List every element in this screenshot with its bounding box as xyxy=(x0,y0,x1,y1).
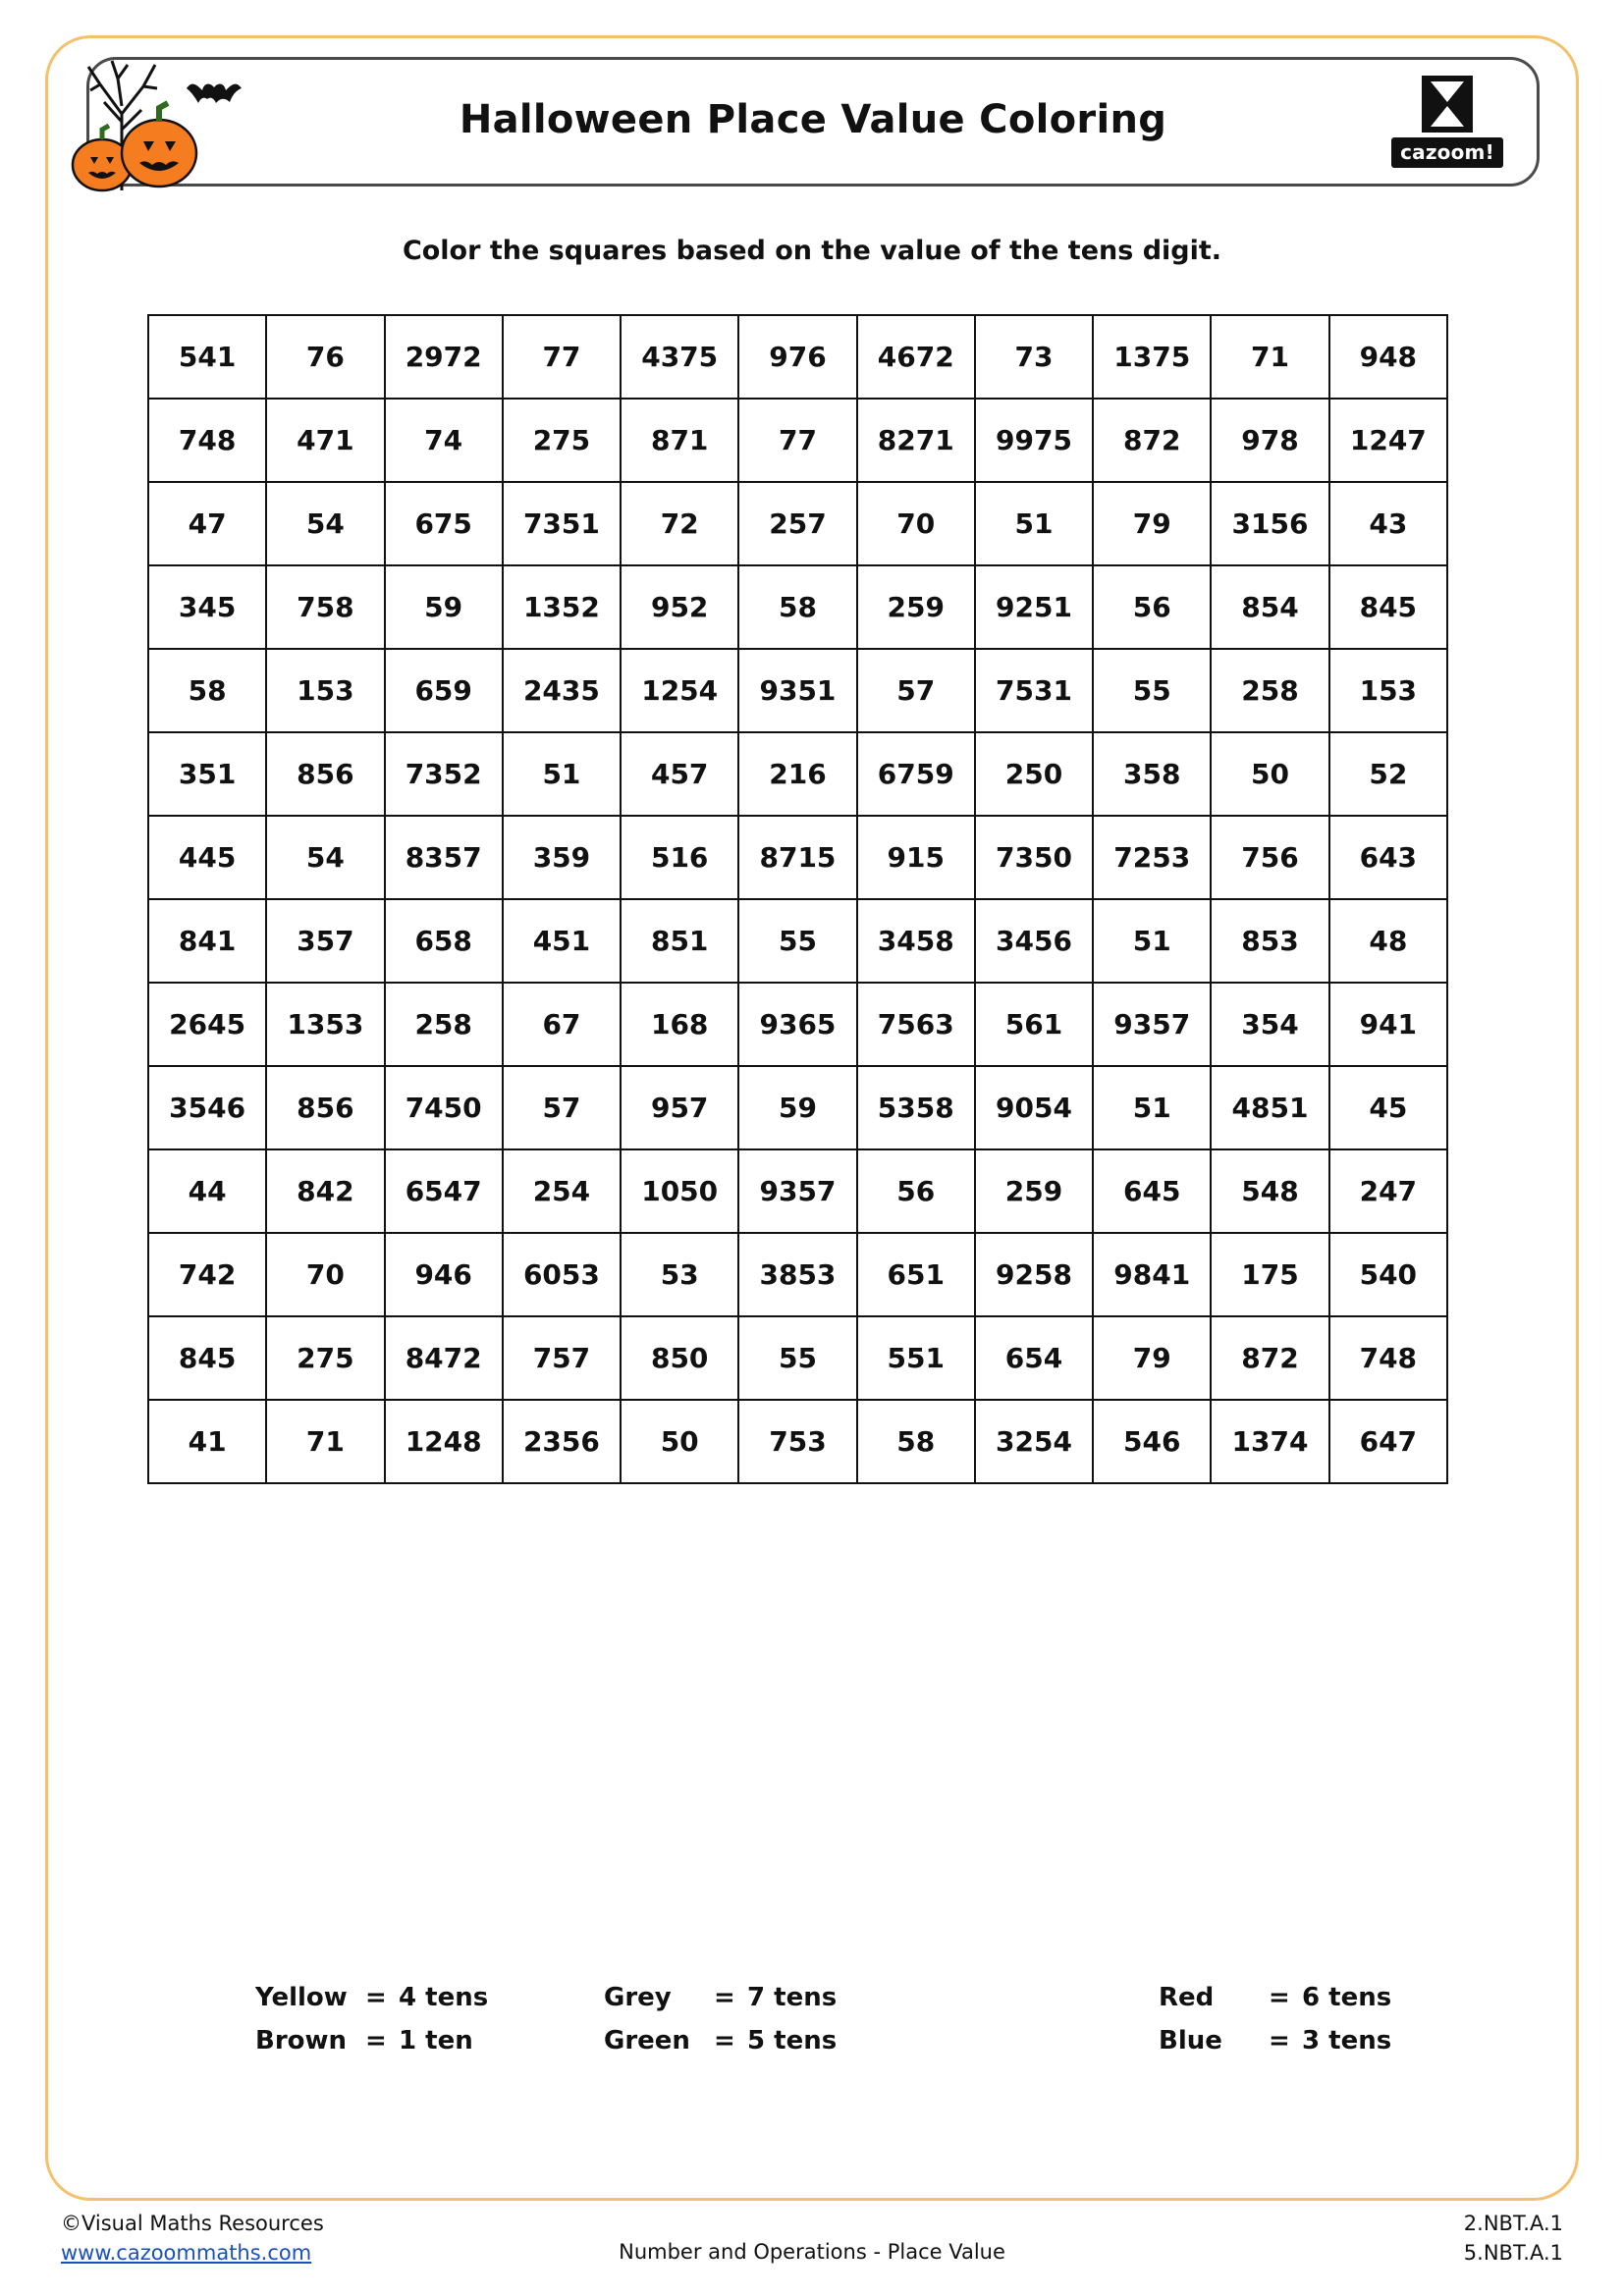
grid-row xyxy=(148,1316,1447,1400)
grid-cell[interactable]: 540 xyxy=(1329,1233,1447,1316)
instruction-text: Color the squares based on the value of the tens digit. xyxy=(402,236,1222,266)
grid-cell[interactable]: 51 xyxy=(975,482,1093,565)
grid-cell[interactable]: 53 xyxy=(621,1233,738,1316)
legend-item xyxy=(147,2026,555,2056)
grid-cell[interactable]: 7253 xyxy=(1093,816,1211,899)
cazoom-logo xyxy=(1380,74,1515,174)
grid-row xyxy=(148,399,1447,482)
grid-cell[interactable]: 1352 xyxy=(503,565,621,649)
grid-cell[interactable]: 7531 xyxy=(975,649,1093,732)
grid-cell[interactable]: 748 xyxy=(1329,1316,1447,1400)
grid-cell[interactable]: 9357 xyxy=(738,1149,856,1233)
grid-cell[interactable]: 851 xyxy=(621,899,738,983)
hourglass-icon xyxy=(1422,76,1473,133)
grid-cell[interactable]: 358 xyxy=(1093,732,1211,816)
grid-cell[interactable]: 57 xyxy=(857,649,975,732)
grid-cell[interactable]: 6053 xyxy=(503,1233,621,1316)
grid-cell[interactable]: 9975 xyxy=(975,399,1093,482)
grid-cell[interactable]: 9258 xyxy=(975,1233,1093,1316)
worksheet-header xyxy=(86,57,1540,187)
grid-row xyxy=(148,565,1447,649)
grid-cell[interactable]: 56 xyxy=(857,1149,975,1233)
grid-row xyxy=(148,1066,1447,1149)
grid-cell[interactable]: 2645 xyxy=(148,983,266,1066)
number-grid xyxy=(147,314,1448,1484)
grid-cell[interactable]: 153 xyxy=(266,649,384,732)
grid-cell[interactable]: 957 xyxy=(621,1066,738,1149)
grid-cell[interactable]: 55 xyxy=(1093,649,1211,732)
legend-color-name: Brown xyxy=(255,2026,348,2056)
grid-cell[interactable]: 2435 xyxy=(503,649,621,732)
grid-cell[interactable]: 153 xyxy=(1329,649,1447,732)
grid-cell[interactable]: 45 xyxy=(1329,1066,1447,1149)
grid-cell[interactable]: 548 xyxy=(1211,1149,1328,1233)
legend-equals-sign: = xyxy=(714,2026,735,2056)
legend-item xyxy=(555,1983,977,2012)
grid-row xyxy=(148,315,1447,399)
grid-cell[interactable]: 7352 xyxy=(385,732,503,816)
grid-cell[interactable]: 9357 xyxy=(1093,983,1211,1066)
grid-cell[interactable]: 941 xyxy=(1329,983,1447,1066)
grid-cell[interactable]: 71 xyxy=(266,1400,384,1483)
legend-value: 3 tens xyxy=(1302,2026,1392,2056)
grid-cell[interactable]: 71 xyxy=(1211,315,1328,399)
grid-cell[interactable]: 3546 xyxy=(148,1066,266,1149)
grid-cell[interactable]: 1247 xyxy=(1329,399,1447,482)
grid-cell[interactable]: 8715 xyxy=(738,816,856,899)
grid-cell[interactable]: 8357 xyxy=(385,816,503,899)
bat-icon xyxy=(187,84,242,103)
grid-cell[interactable]: 976 xyxy=(738,315,856,399)
grid-row xyxy=(148,482,1447,565)
grid-cell[interactable]: 516 xyxy=(621,816,738,899)
grid-cell[interactable]: 3156 xyxy=(1211,482,1328,565)
grid-cell[interactable]: 250 xyxy=(975,732,1093,816)
grid-cell[interactable]: 915 xyxy=(857,816,975,899)
grid-cell[interactable]: 50 xyxy=(1211,732,1328,816)
legend-item xyxy=(147,1983,555,2012)
grid-cell[interactable]: 58 xyxy=(857,1400,975,1483)
halloween-decoration xyxy=(61,45,287,192)
grid-cell[interactable]: 948 xyxy=(1329,315,1447,399)
grid-row xyxy=(148,1149,1447,1233)
grid-cell[interactable]: 50 xyxy=(621,1400,738,1483)
grid-cell[interactable]: 58 xyxy=(148,649,266,732)
grid-cell[interactable]: 56 xyxy=(1093,565,1211,649)
standard-code-2: 5.NBT.A.1 xyxy=(1463,2241,1563,2266)
grid-row xyxy=(148,1233,1447,1316)
grid-cell[interactable]: 168 xyxy=(621,983,738,1066)
grid-row xyxy=(148,899,1447,983)
grid-cell[interactable]: 57 xyxy=(503,1066,621,1149)
grid-cell[interactable]: 77 xyxy=(503,315,621,399)
legend-color-name: Grey xyxy=(604,1983,672,2012)
grid-cell[interactable]: 70 xyxy=(857,482,975,565)
legend-item xyxy=(555,2026,977,2056)
legend-item xyxy=(977,1983,1399,2012)
legend-value: 6 tens xyxy=(1302,1983,1392,2012)
grid-cell[interactable]: 6759 xyxy=(857,732,975,816)
grid-cell[interactable]: 51 xyxy=(1093,899,1211,983)
grid-cell[interactable]: 8472 xyxy=(385,1316,503,1400)
grid-cell[interactable]: 856 xyxy=(266,732,384,816)
grid-cell[interactable]: 451 xyxy=(503,899,621,983)
legend-value: 4 tens xyxy=(399,1983,489,2012)
grid-cell[interactable]: 457 xyxy=(621,732,738,816)
grid-cell[interactable]: 978 xyxy=(1211,399,1328,482)
grid-cell[interactable]: 872 xyxy=(1093,399,1211,482)
legend-color-name: Yellow xyxy=(255,1983,348,2012)
grid-cell[interactable]: 7450 xyxy=(385,1066,503,1149)
grid-cell[interactable]: 8271 xyxy=(857,399,975,482)
grid-cell[interactable]: 51 xyxy=(1093,1066,1211,1149)
grid-cell[interactable]: 59 xyxy=(385,565,503,649)
legend-color-name: Green xyxy=(604,2026,690,2056)
grid-cell[interactable]: 77 xyxy=(738,399,856,482)
grid-cell[interactable]: 841 xyxy=(148,899,266,983)
logo-wordmark: cazoom! xyxy=(1391,137,1503,168)
standard-code-1: 2.NBT.A.1 xyxy=(1463,2212,1563,2235)
grid-cell[interactable]: 73 xyxy=(975,315,1093,399)
grid-cell[interactable]: 7350 xyxy=(975,816,1093,899)
legend-equals-sign: = xyxy=(1269,2026,1290,2056)
grid-cell[interactable]: 359 xyxy=(503,816,621,899)
grid-cell[interactable]: 659 xyxy=(385,649,503,732)
legend-value: 7 tens xyxy=(747,1983,838,2012)
grid-cell[interactable]: 871 xyxy=(621,399,738,482)
grid-cell[interactable]: 1375 xyxy=(1093,315,1211,399)
grid-cell[interactable]: 561 xyxy=(975,983,1093,1066)
grid-cell[interactable]: 748 xyxy=(148,399,266,482)
grid-cell[interactable]: 351 xyxy=(148,732,266,816)
grid-cell[interactable]: 1254 xyxy=(621,649,738,732)
grid-cell[interactable]: 54 xyxy=(266,482,384,565)
grid-cell[interactable]: 41 xyxy=(148,1400,266,1483)
grid-cell[interactable]: 445 xyxy=(148,816,266,899)
legend-item xyxy=(977,2026,1399,2056)
legend-equals-sign: = xyxy=(365,2026,387,2056)
grid-cell[interactable]: 43 xyxy=(1329,482,1447,565)
grid-cell[interactable]: 9841 xyxy=(1093,1233,1211,1316)
grid-cell[interactable]: 9365 xyxy=(738,983,856,1066)
grid-cell[interactable]: 72 xyxy=(621,482,738,565)
grid-cell[interactable]: 541 xyxy=(148,315,266,399)
halloween-art-svg xyxy=(61,45,287,192)
grid-cell[interactable]: 7563 xyxy=(857,983,975,1066)
grid-cell[interactable]: 1050 xyxy=(621,1149,738,1233)
grid-cell[interactable]: 758 xyxy=(266,565,384,649)
website-link[interactable]: www.cazoommaths.com xyxy=(61,2241,312,2266)
grid-cell[interactable]: 845 xyxy=(1329,565,1447,649)
color-legend xyxy=(147,1983,1448,2069)
grid-cell[interactable]: 2972 xyxy=(385,315,503,399)
grid-cell[interactable]: 850 xyxy=(621,1316,738,1400)
grid-cell[interactable]: 753 xyxy=(738,1400,856,1483)
footer-standards xyxy=(1464,2209,1563,2269)
grid-cell[interactable]: 59 xyxy=(738,1066,856,1149)
grid-cell[interactable]: 258 xyxy=(385,983,503,1066)
grid-cell[interactable]: 257 xyxy=(738,482,856,565)
grid-row xyxy=(148,732,1447,816)
grid-cell[interactable]: 854 xyxy=(1211,565,1328,649)
grid-cell[interactable]: 58 xyxy=(738,565,856,649)
grid-cell[interactable]: 51 xyxy=(503,732,621,816)
grid-cell[interactable]: 216 xyxy=(738,732,856,816)
grid-cell[interactable]: 946 xyxy=(385,1233,503,1316)
grid-cell[interactable]: 952 xyxy=(621,565,738,649)
page-title: Halloween Place Value Coloring xyxy=(459,97,1167,142)
legend-row xyxy=(147,1983,1448,2012)
pumpkin-large-icon xyxy=(122,103,196,187)
grid-cell[interactable]: 47 xyxy=(148,482,266,565)
grid-cell[interactable]: 254 xyxy=(503,1149,621,1233)
grid-cell[interactable]: 44 xyxy=(148,1149,266,1233)
legend-color-name: Red xyxy=(1159,1983,1215,2012)
grid-cell[interactable]: 70 xyxy=(266,1233,384,1316)
grid-cell[interactable]: 258 xyxy=(1211,649,1328,732)
copyright-text: ©Visual Maths Resources xyxy=(61,2212,324,2235)
grid-cell[interactable]: 67 xyxy=(503,983,621,1066)
grid-cell[interactable]: 1248 xyxy=(385,1400,503,1483)
legend-value: 5 tens xyxy=(747,2026,838,2056)
grid-cell[interactable]: 54 xyxy=(266,816,384,899)
legend-equals-sign: = xyxy=(365,1983,387,2012)
grid-cell[interactable]: 7351 xyxy=(503,482,621,565)
grid-cell[interactable]: 76 xyxy=(266,315,384,399)
grid-cell[interactable]: 546 xyxy=(1093,1400,1211,1483)
number-grid-body xyxy=(148,315,1447,1483)
grid-cell[interactable]: 55 xyxy=(738,899,856,983)
grid-cell[interactable]: 259 xyxy=(857,565,975,649)
grid-cell[interactable]: 853 xyxy=(1211,899,1328,983)
grid-cell[interactable]: 645 xyxy=(1093,1149,1211,1233)
grid-cell[interactable]: 9251 xyxy=(975,565,1093,649)
legend-value: 1 ten xyxy=(399,2026,473,2056)
legend-color-name: Blue xyxy=(1159,2026,1222,2056)
grid-cell[interactable]: 354 xyxy=(1211,983,1328,1066)
grid-cell[interactable]: 4672 xyxy=(857,315,975,399)
grid-cell[interactable]: 9351 xyxy=(738,649,856,732)
grid-cell[interactable]: 357 xyxy=(266,899,384,983)
grid-cell[interactable]: 6547 xyxy=(385,1149,503,1233)
grid-cell[interactable]: 654 xyxy=(975,1316,1093,1400)
grid-row xyxy=(148,816,1447,899)
grid-cell[interactable]: 275 xyxy=(266,1316,384,1400)
grid-cell[interactable]: 247 xyxy=(1329,1149,1447,1233)
grid-cell[interactable]: 9054 xyxy=(975,1066,1093,1149)
grid-cell[interactable]: 757 xyxy=(503,1316,621,1400)
grid-cell[interactable]: 48 xyxy=(1329,899,1447,983)
grid-cell[interactable]: 551 xyxy=(857,1316,975,1400)
grid-cell[interactable]: 643 xyxy=(1329,816,1447,899)
grid-cell[interactable]: 3458 xyxy=(857,899,975,983)
grid-cell[interactable]: 1374 xyxy=(1211,1400,1328,1483)
grid-row xyxy=(148,1400,1447,1483)
grid-cell[interactable]: 872 xyxy=(1211,1316,1328,1400)
grid-cell[interactable]: 345 xyxy=(148,565,266,649)
grid-cell[interactable]: 3254 xyxy=(975,1400,1093,1483)
grid-cell[interactable]: 856 xyxy=(266,1066,384,1149)
legend-equals-sign: = xyxy=(714,1983,735,2012)
grid-cell[interactable]: 175 xyxy=(1211,1233,1328,1316)
grid-cell[interactable]: 4851 xyxy=(1211,1066,1328,1149)
grid-cell[interactable]: 471 xyxy=(266,399,384,482)
grid-cell[interactable]: 259 xyxy=(975,1149,1093,1233)
grid-cell[interactable]: 1353 xyxy=(266,983,384,1066)
grid-cell[interactable]: 658 xyxy=(385,899,503,983)
grid-cell[interactable]: 845 xyxy=(148,1316,266,1400)
grid-cell[interactable]: 675 xyxy=(385,482,503,565)
grid-cell[interactable]: 756 xyxy=(1211,816,1328,899)
grid-cell[interactable]: 3456 xyxy=(975,899,1093,983)
grid-cell[interactable]: 647 xyxy=(1329,1400,1447,1483)
grid-cell[interactable]: 842 xyxy=(266,1149,384,1233)
grid-cell[interactable]: 79 xyxy=(1093,1316,1211,1400)
grid-cell[interactable]: 275 xyxy=(503,399,621,482)
grid-cell[interactable]: 2356 xyxy=(503,1400,621,1483)
grid-cell[interactable]: 55 xyxy=(738,1316,856,1400)
footer-topic: Number and Operations - Place Value xyxy=(619,2240,1005,2264)
legend-equals-sign: = xyxy=(1269,1983,1290,2012)
grid-cell[interactable]: 651 xyxy=(857,1233,975,1316)
legend-row xyxy=(147,2026,1448,2056)
grid-row xyxy=(148,983,1447,1066)
grid-cell[interactable]: 3853 xyxy=(738,1233,856,1316)
grid-row xyxy=(148,649,1447,732)
grid-cell[interactable]: 4375 xyxy=(621,315,738,399)
grid-cell[interactable]: 52 xyxy=(1329,732,1447,816)
grid-cell[interactable]: 5358 xyxy=(857,1066,975,1149)
grid-cell[interactable]: 74 xyxy=(385,399,503,482)
grid-cell[interactable]: 742 xyxy=(148,1233,266,1316)
grid-cell[interactable]: 79 xyxy=(1093,482,1211,565)
